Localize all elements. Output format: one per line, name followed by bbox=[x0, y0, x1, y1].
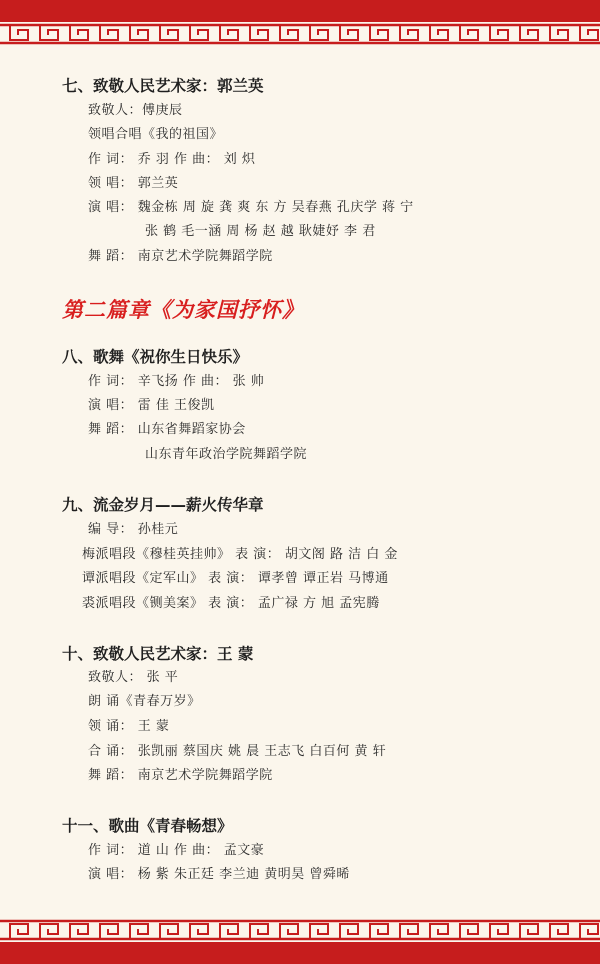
s7-line-2: 领唱合唱《我的祖国》 bbox=[88, 127, 224, 142]
bottom-fret-pattern bbox=[0, 918, 600, 942]
bottom-border bbox=[0, 942, 600, 964]
s11-line-2: 演 唱： 杨 紫 朱正廷 李兰迪 黄明昊 曾舜晞 bbox=[88, 867, 350, 882]
top-border bbox=[0, 0, 600, 22]
s7-line-7: 舞 蹈： 南京艺术学院舞蹈学院 bbox=[88, 249, 273, 264]
s7-line-4: 领 唱： 郭兰英 bbox=[88, 176, 179, 191]
s7-line-5: 演 唱： 魏金栋 周 旋 龚 爽 东 方 吴春燕 孔庆学 蒋 宁 bbox=[88, 200, 414, 215]
s8-line-3: 舞 蹈： 山东省舞蹈家协会 bbox=[88, 422, 246, 437]
s10-line-4: 合 诵： 张凯丽 蔡国庆 姚 晨 王志飞 白百何 黄 轩 bbox=[88, 744, 387, 759]
s8-line-1: 作 词： 辛飞扬 作 曲： 张 帅 bbox=[88, 374, 265, 389]
s9-line-3: 谭派唱段《定军山》 表 演： 谭孝曾 谭正岩 马博通 bbox=[82, 571, 389, 586]
s8-line-4: 山东青年政治学院舞蹈学院 bbox=[145, 447, 308, 462]
s10-line-3: 领 诵： 王 蒙 bbox=[88, 719, 170, 734]
section-10-title: 十、致敬人民艺术家：王 蒙 bbox=[62, 645, 254, 663]
s11-line-1: 作 词： 道 山 作 曲： 孟文豪 bbox=[88, 843, 265, 858]
chapter-heading: 第二篇章《为家国抒怀》 bbox=[62, 297, 304, 322]
s9-line-1: 编 导： 孙桂元 bbox=[88, 522, 179, 537]
s8-line-2: 演 唱： 雷 佳 王俊凯 bbox=[88, 398, 215, 413]
s10-line-2: 朗 诵《青春万岁》 bbox=[88, 694, 201, 709]
s7-line-1: 致敬人：傅庚辰 bbox=[88, 103, 183, 118]
s7-line-3: 作 词： 乔 羽 作 曲： 刘 炽 bbox=[88, 152, 256, 167]
section-7-title: 七、致敬人民艺术家：郭兰英 bbox=[62, 77, 264, 95]
s9-line-4: 裘派唱段《铡美案》 表 演： 孟广禄 方 旭 孟宪腾 bbox=[82, 596, 380, 611]
s7-line-6: 张 鹤 毛一涵 周 杨 赵 越 耿婕妤 李 君 bbox=[145, 224, 376, 239]
section-8-title: 八、歌舞《祝你生日快乐》 bbox=[62, 348, 249, 366]
s9-line-2: 梅派唱段《穆桂英挂帅》 表 演： 胡文阁 路 洁 白 金 bbox=[82, 547, 398, 562]
s10-line-1: 致敬人： 张 平 bbox=[88, 670, 179, 685]
section-9-title: 九、流金岁月——薪火传华章 bbox=[62, 496, 264, 514]
top-fret-pattern bbox=[0, 22, 600, 46]
s10-line-5: 舞 蹈： 南京艺术学院舞蹈学院 bbox=[88, 768, 273, 783]
section-11-title: 十一、歌曲《青春畅想》 bbox=[62, 817, 233, 835]
